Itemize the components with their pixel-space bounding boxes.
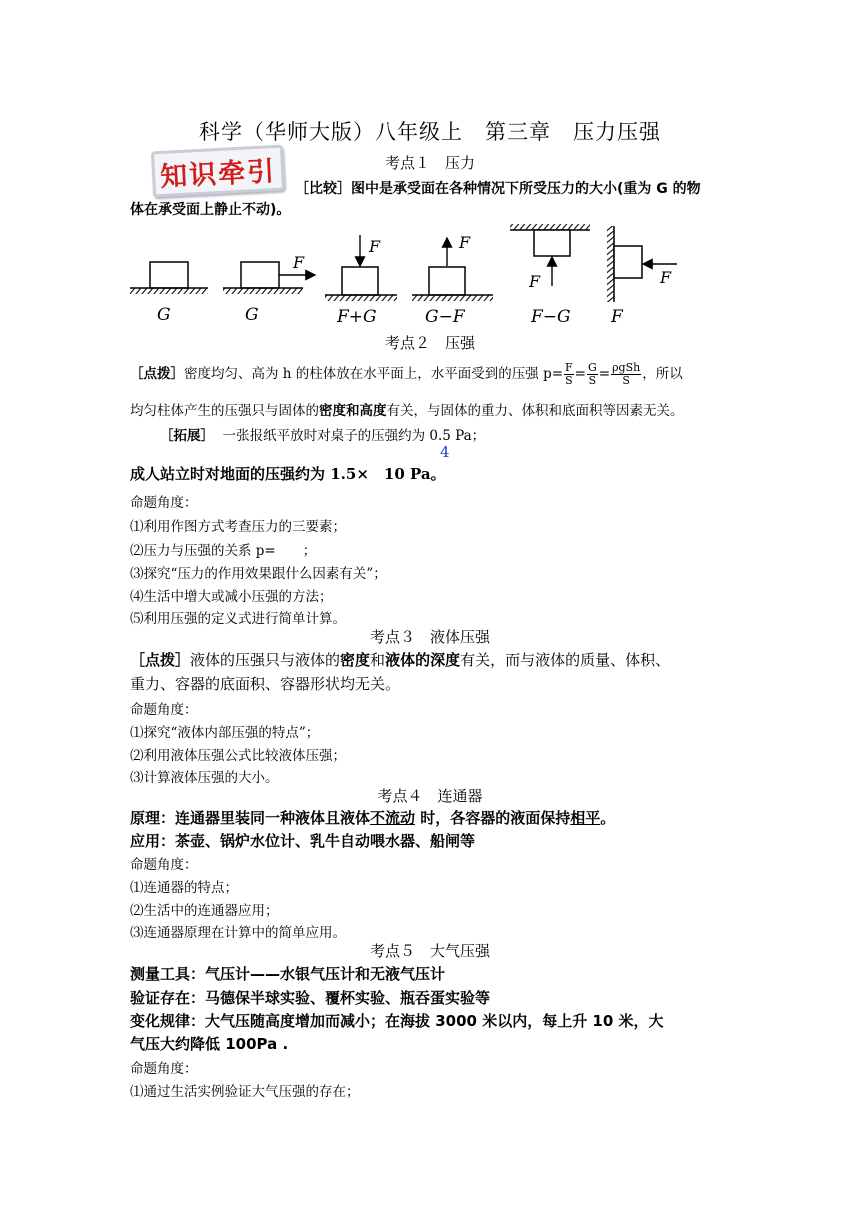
atm-verify: 验证存在：马德保半球实验、覆杯实验、瓶吞蛋实验等	[130, 989, 491, 1007]
tip-text-end: ，所以	[642, 366, 683, 382]
extend-tag: ［拓展］	[160, 428, 214, 444]
compare-line-2: 体在承受面上静止不动)。	[130, 202, 291, 218]
extend-line: ［拓展］ 一张报纸平放时对桌子的压强约为 0.5 Pa；	[160, 428, 486, 444]
force-label: F	[459, 233, 471, 252]
angle-item: ⑷生活中增大或减小压强的方法；	[130, 589, 333, 605]
angle-item: ⑶连通器原理在计算中的简单应用。	[130, 925, 346, 941]
angle-item: ⑵利用液体压强公式比较液体压强；	[130, 748, 346, 764]
liquid-tip-2: 重力、容器的底面积、容器形状均无关。	[130, 675, 401, 693]
angle-item: ⑵生活中的连通器应用；	[130, 903, 279, 919]
angle-title: 命题角度：	[130, 857, 198, 873]
tip-line-2: 均匀柱体产生的压强只与固体的密度和高度有关，与固体的重力、体积和底面积等因素无关。	[130, 403, 684, 419]
angle-item: ⑴通过生活实例验证大气压强的存在；	[130, 1084, 360, 1100]
force-label: F	[369, 237, 381, 256]
formula-fraction: $\frac{G}{S}$	[587, 361, 597, 387]
connector-application: 应用：茶壶、锅炉水位计、乳牛自动喂水器、船闸等	[130, 832, 476, 850]
figure-block-on-ground	[130, 262, 208, 294]
figure-label-1: G	[157, 305, 171, 325]
connector-principle: 原理：连通器里装同一种液体且液体不流动 时，各容器的液面保持相平。	[130, 809, 616, 827]
angle-item: ⑴连通器的特点；	[130, 880, 238, 896]
section-1-heading: 考点１ 压力	[384, 154, 475, 172]
figure-wall	[607, 226, 677, 302]
angle-item: ⑶计算液体压强的大小。	[130, 770, 279, 786]
figure-pull-up	[412, 233, 493, 301]
angle-item: ⑸利用压强的定义式进行简单计算。	[130, 611, 346, 627]
tip-line-1: ［点拨］密度均匀、高为 h 的柱体放在水平面上，水平面受到的压强 p= $\frac{F}{S}$ = $\frac{G}{S}$ = $\frac{\text{ρgSh}}{S}$ ，所以	[130, 361, 683, 387]
compare-tag: ［比较］	[295, 181, 351, 197]
atm-tool: 测量工具：气压计——水银气压计和无液气压计	[130, 965, 446, 983]
force-label: F	[660, 268, 672, 287]
compare-text: 图中是承受面在各种情况下所受压力的大小(重为 G 的物	[351, 181, 701, 197]
figure-label-6: F	[611, 307, 623, 327]
liquid-tip-1: ［点拨］液体的压强只与液体的密度和液体的深度有关，而与液体的质量、体积、	[130, 651, 671, 669]
pressure-figure	[125, 220, 725, 328]
section-3-heading: 考点３ 液体压强	[369, 628, 490, 646]
badge-text: 知识牵引	[159, 155, 277, 193]
angle-title: 命题角度：	[130, 495, 198, 511]
figure-label-3: F+G	[337, 307, 377, 327]
tip-tag: ［点拨］	[130, 366, 184, 382]
figure-horizontal-push	[223, 253, 315, 294]
exponent: 4	[440, 443, 450, 461]
angle-title: 命题角度：	[130, 1061, 198, 1077]
force-label: F	[293, 253, 305, 272]
tip-text: 密度均匀、高为 h 的柱体放在水平面上，水平面受到的压强 p=	[184, 366, 564, 382]
angle-item: ⑴利用作图方式考查压力的三要素；	[130, 519, 346, 535]
section-4-heading: 考点４ 连通器	[377, 787, 483, 805]
force-label: F	[529, 272, 541, 291]
figure-push-down	[325, 235, 397, 301]
formula-fraction: $\frac{\text{ρgSh}}{S}$	[612, 361, 641, 387]
angle-title: 命题角度：	[130, 702, 198, 718]
formula-fraction: $\frac{F}{S}$	[565, 361, 573, 387]
angle-item: ⑴探究“液体内部压强的特点”；	[130, 725, 320, 741]
section-2-heading: 考点２ 压强	[384, 334, 475, 352]
figure-label-4: G−F	[425, 307, 465, 327]
figure-label-2: G	[245, 305, 259, 325]
figure-label-5: F−G	[531, 307, 571, 327]
atm-rule-2: 气压大约降低 100Pa .	[130, 1035, 289, 1053]
section-5-heading: 考点５ 大气压强	[369, 942, 490, 960]
stand-pressure: 成人站立时对地面的压强约为 1.5× 10 Pa。	[130, 465, 446, 483]
angle-item: ⑶探究“压力的作用效果跟什么因素有关”；	[130, 566, 387, 582]
page-title: 科学（华师大版）八年级上 第三章 压力压强	[199, 120, 661, 144]
atm-rule: 变化规律：大气压随高度增加而减小；在海拔 3000 米以内，每上升 10 米，大	[130, 1012, 664, 1030]
compare-line-1	[295, 178, 701, 198]
figure-ceiling	[510, 224, 590, 291]
angle-item: ⑵压力与压强的关系 p= ；	[130, 543, 317, 559]
